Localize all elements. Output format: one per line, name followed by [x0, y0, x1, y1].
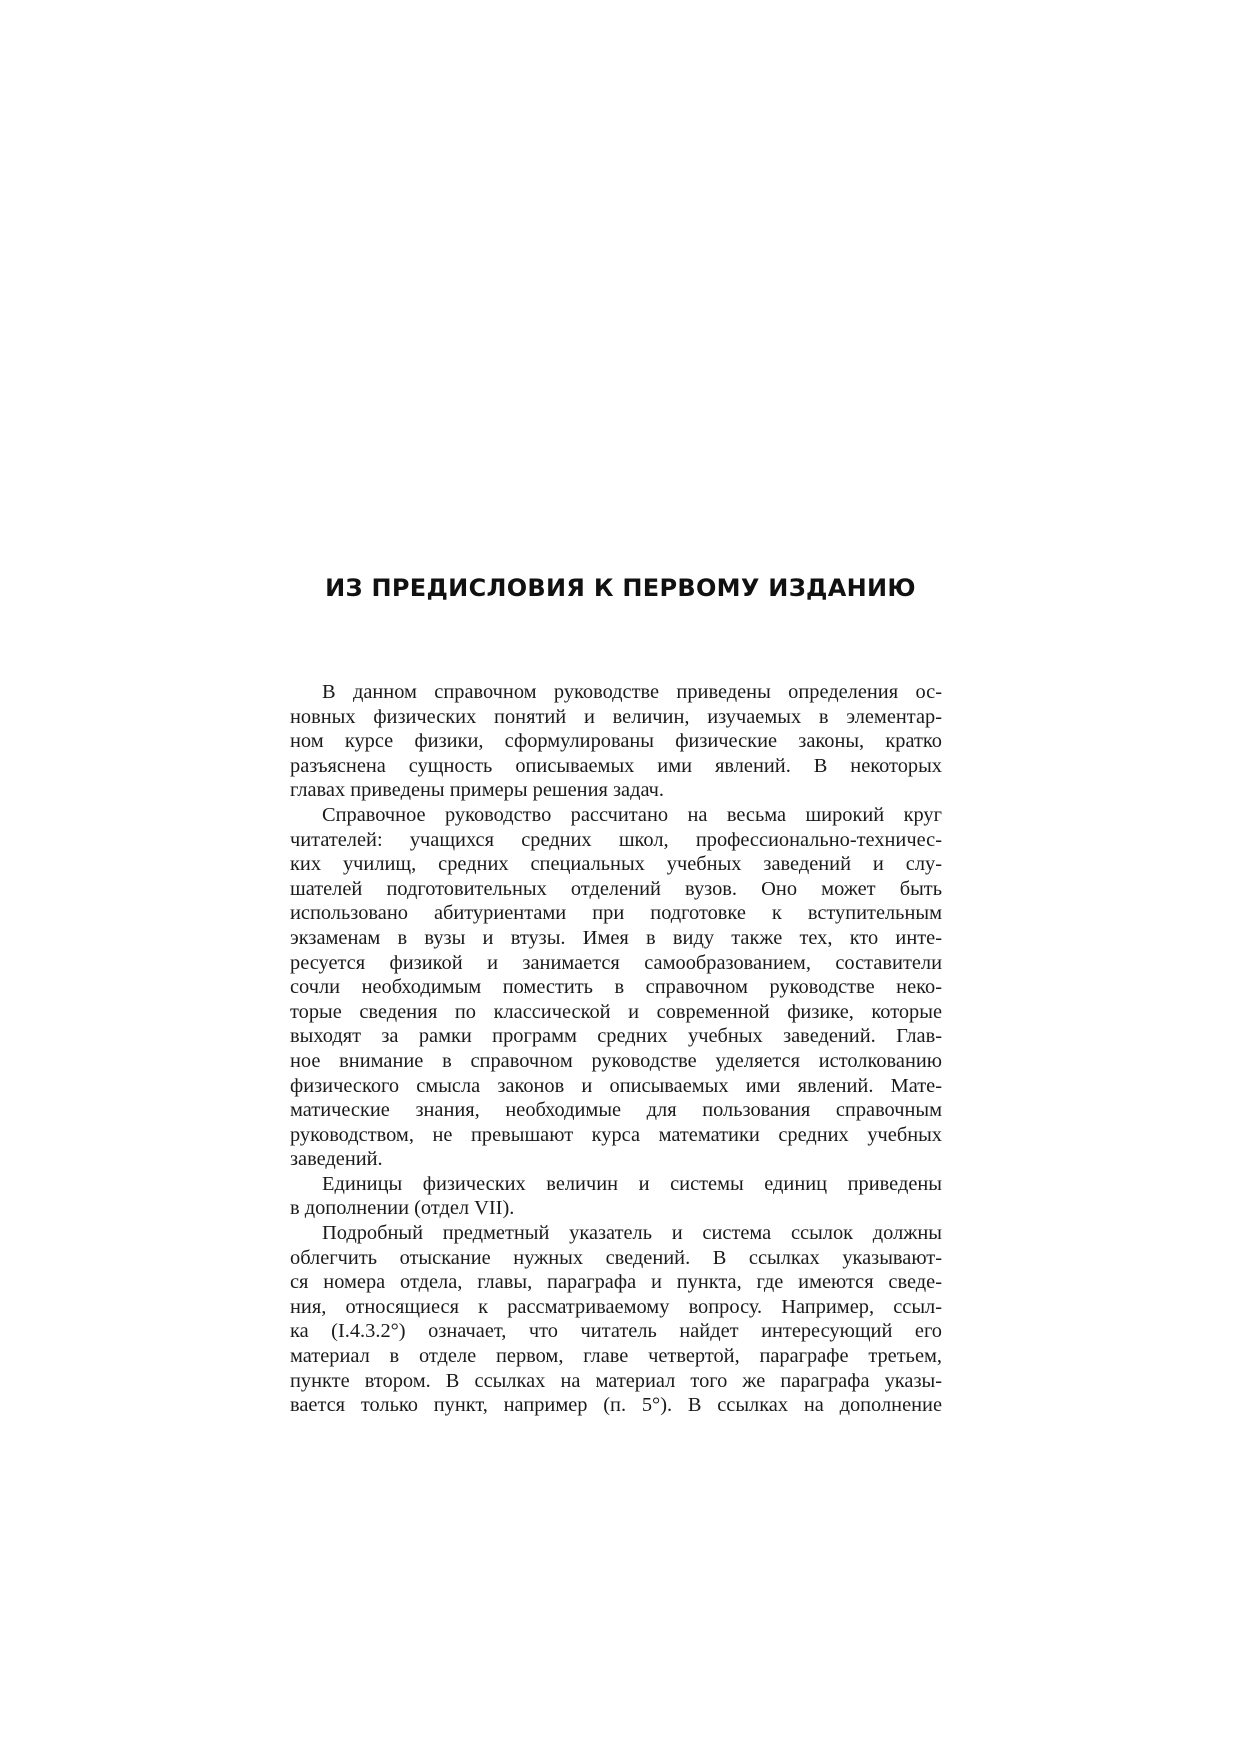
text-line: ное внимание в справочном руководстве уделяется истолкованию — [290, 1049, 942, 1072]
text-line: пункте втором. В ссылках на материал того же параграфа указы- — [290, 1369, 942, 1392]
text-line: сочли необходимым поместить в справочном руководстве неко- — [290, 976, 942, 999]
text-line: руководством, не превышают курса математики средних учебных — [290, 1123, 942, 1146]
paragraph-3 — [290, 1172, 942, 1221]
text-line: шателей подготовительных отделений вузов. Оно может быть — [290, 877, 942, 900]
text-line: ресуется физикой и занимается самообразованием, составители — [290, 951, 942, 974]
paragraph-4 — [290, 1221, 942, 1418]
text-line: ся номера отдела, главы, параграфа и пункта, где имеются сведе- — [290, 1271, 942, 1294]
text-line: новных физических понятий и величин, изучаемых в элементар- — [290, 705, 942, 728]
page-title: ИЗ ПРЕДИСЛОВИЯ К ПЕРВОМУ ИЗДАНИЮ — [325, 574, 916, 602]
text-line: торые сведения по классической и современной физике, которые — [290, 1000, 942, 1023]
text-line: в дополнении (отдел VII). — [290, 1197, 515, 1220]
paragraph-2 — [290, 803, 942, 1172]
text-line: экзаменам в вузы и втузы. Имея в виду также тех, кто инте- — [290, 926, 942, 949]
text-line: читателей: учащихся средних школ, профессионально-техничес- — [290, 828, 942, 851]
text-line: использовано абитуриентами при подготовке к вступительным — [290, 902, 942, 925]
text-line: материал в отделе первом, главе четвертой, параграфе третьем, — [290, 1345, 942, 1368]
text-line: В данном справочном руководстве приведены определения ос- — [322, 681, 942, 703]
text-line: Справочное руководство рассчитано на весьма широкий круг — [322, 803, 942, 826]
text-line: ка (I.4.3.2°) означает, что читатель найдет интересующий его — [290, 1320, 942, 1343]
text-line: ном курсе физики, сформулированы физические законы, кратко — [290, 730, 942, 753]
text-line: заведений. — [290, 1148, 383, 1171]
body-text — [290, 680, 942, 1418]
text-line: физического смысла законов и описываемых ими явлений. Мате- — [290, 1074, 942, 1097]
paragraph-1 — [290, 680, 942, 803]
text-line: выходят за рамки программ средних учебных заведений. Глав- — [290, 1025, 942, 1048]
text-line: разъяснена сущность описываемых ими явлений. В некоторых — [290, 754, 942, 777]
text-line: Подробный предметный указатель и система ссылок должны — [322, 1222, 942, 1245]
text-line: вается только пункт, например (п. 5°). В ссылках на дополнение — [290, 1394, 942, 1417]
text-line: Единицы физических величин и системы единиц приведены — [322, 1172, 942, 1195]
text-line: облегчить отыскание нужных сведений. В ссылках указывают- — [290, 1246, 942, 1269]
text-line: ких училищ, средних специальных учебных заведений и слу- — [290, 853, 942, 876]
text-line: матические знания, необходимые для пользования справочным — [290, 1099, 942, 1122]
text-line: главах приведены примеры решения задач. — [290, 779, 665, 802]
text-line: ния, относящиеся к рассматриваемому вопросу. Например, ссыл- — [290, 1295, 942, 1318]
